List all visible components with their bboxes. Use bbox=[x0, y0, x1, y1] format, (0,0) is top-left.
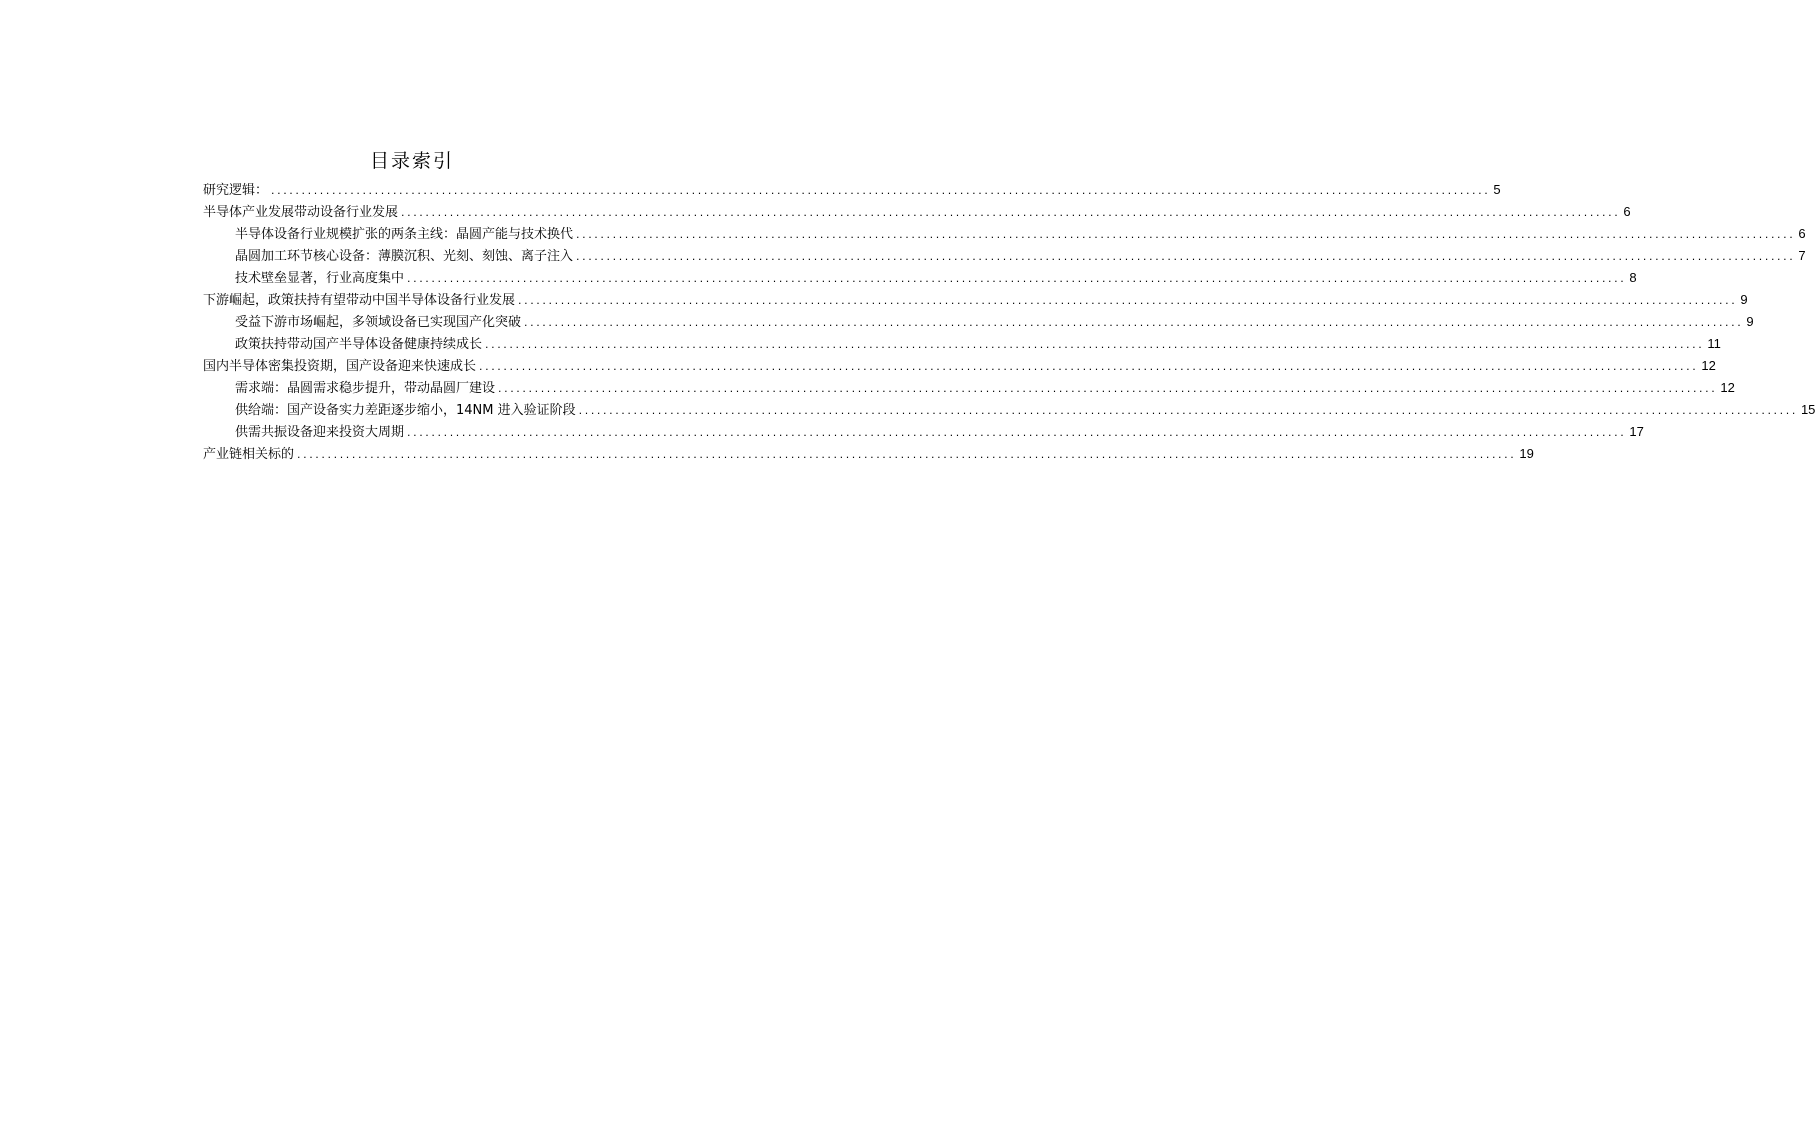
toc-entry[interactable] bbox=[203, 311, 1754, 333]
toc-entry-page-number: 12 bbox=[1701, 358, 1716, 373]
toc-entry-page-number: 19 bbox=[1519, 446, 1534, 461]
toc-entry-page-number: 15 bbox=[1800, 402, 1815, 417]
dot-leader: ........................................................................................................................................................................................................ bbox=[407, 426, 1627, 439]
toc-entry-label: 下游崛起，政策扶持有望带动中国半导体设备行业发展 bbox=[203, 293, 516, 308]
toc-entry-label: 研究逻辑： bbox=[203, 183, 269, 198]
dot-leader: ........................................................................................................................................................................................................ bbox=[518, 294, 1738, 307]
dot-leader: ........................................................................................................................................................................................................ bbox=[524, 316, 1744, 329]
toc-entry-page-number: 9 bbox=[1740, 292, 1748, 307]
dot-leader: ........................................................................................................................................................................................................ bbox=[576, 228, 1796, 241]
toc-entry-page-number: 6 bbox=[1798, 226, 1806, 241]
toc-entry-label: 供给端：国产设备实力差距逐步缩小，14NM 进入验证阶段 bbox=[235, 403, 576, 418]
toc-entry-page-number: 11 bbox=[1707, 336, 1721, 351]
toc-entry[interactable] bbox=[203, 377, 1735, 399]
toc-entry[interactable] bbox=[203, 223, 1806, 245]
toc-entry-page-number: 12 bbox=[1720, 380, 1735, 395]
toc-entry-label: 晶圆加工环节核心设备：薄膜沉积、光刻、刻蚀、离子注入 bbox=[235, 249, 574, 264]
toc-entry-label: 需求端：晶圆需求稳步提升，带动晶圆厂建设 bbox=[235, 381, 496, 396]
toc-entry-label: 技术壁垒显著，行业高度集中 bbox=[235, 271, 405, 286]
toc-entry-page-number: 5 bbox=[1493, 182, 1501, 197]
toc-entry[interactable] bbox=[203, 443, 1534, 465]
toc-entry[interactable] bbox=[203, 289, 1748, 311]
toc-entry[interactable] bbox=[203, 399, 1815, 421]
dot-leader: ........................................................................................................................................................................................................ bbox=[576, 250, 1796, 263]
dot-leader: ........................................................................................................................................................................................................ bbox=[271, 184, 1491, 197]
toc-title: 目录索引 bbox=[369, 150, 454, 172]
dot-leader: ........................................................................................................................................................................................................ bbox=[401, 206, 1621, 219]
dot-leader: ........................................................................................................................................................................................................ bbox=[407, 272, 1627, 285]
table-of-contents bbox=[203, 179, 1815, 465]
toc-entry[interactable] bbox=[203, 421, 1644, 443]
toc-entry-page-number: 9 bbox=[1746, 314, 1754, 329]
toc-entry-page-number: 17 bbox=[1629, 424, 1644, 439]
toc-entry-page-number: 8 bbox=[1629, 270, 1637, 285]
toc-entry-label: 半导体设备行业规模扩张的两条主线：晶圆产能与技术换代 bbox=[235, 227, 574, 242]
toc-entry-label: 政策扶持带动国产半导体设备健康持续成长 bbox=[235, 337, 483, 352]
toc-entry[interactable] bbox=[203, 267, 1637, 289]
toc-entry-page-number: 6 bbox=[1623, 204, 1631, 219]
dot-leader: ........................................................................................................................................................................................................ bbox=[498, 382, 1718, 395]
dot-leader: ........................................................................................................................................................................................................ bbox=[578, 404, 1798, 417]
toc-entry-label: 半导体产业发展带动设备行业发展 bbox=[203, 205, 399, 220]
dot-leader: ........................................................................................................................................................................................................ bbox=[485, 338, 1705, 351]
toc-entry[interactable] bbox=[203, 355, 1716, 377]
dot-leader: ........................................................................................................................................................................................................ bbox=[297, 448, 1517, 461]
toc-entry[interactable] bbox=[203, 179, 1501, 201]
toc-entry[interactable] bbox=[203, 333, 1721, 355]
toc-entry-label: 受益下游市场崛起，多领域设备已实现国产化突破 bbox=[235, 315, 522, 330]
toc-entry-label: 供需共振设备迎来投资大周期 bbox=[235, 425, 405, 440]
dot-leader: ........................................................................................................................................................................................................ bbox=[479, 360, 1699, 373]
toc-entry-label: 国内半导体密集投资期，国产设备迎来快速成长 bbox=[203, 359, 477, 374]
toc-entry-page-number: 7 bbox=[1798, 248, 1806, 263]
toc-entry[interactable] bbox=[203, 201, 1631, 223]
toc-entry-label: 产业链相关标的 bbox=[203, 447, 295, 462]
toc-entry[interactable] bbox=[203, 245, 1806, 267]
